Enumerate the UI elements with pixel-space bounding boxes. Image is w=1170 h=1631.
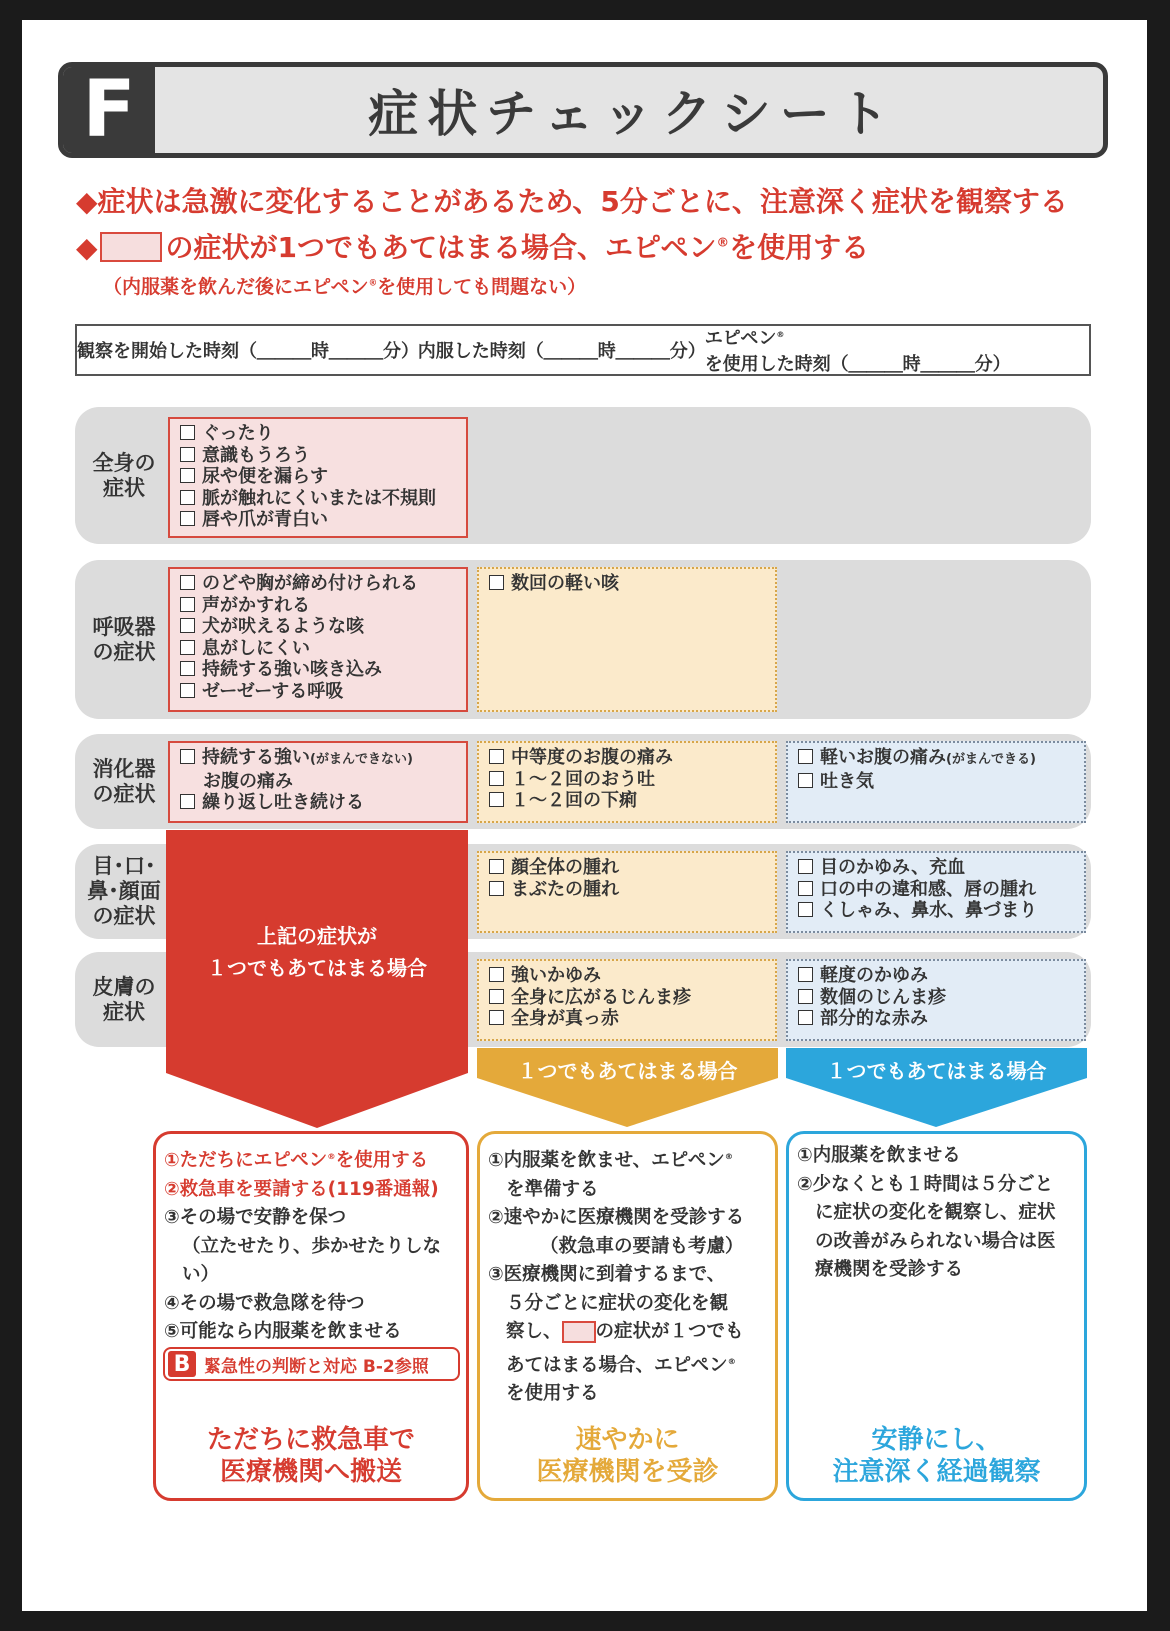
step-suffix: を使用する (335, 1150, 429, 1172)
registered-mark: ® (716, 234, 730, 250)
notice-line-2-text: の症状が1つでもあてはまる場合、エピペン (165, 231, 717, 264)
registered-mark: ® (727, 1355, 736, 1366)
red-steps (156, 1134, 466, 1347)
item-label: 脈が触れにくいまたは不規則 (202, 487, 436, 509)
yellow-step-1 (488, 1142, 767, 1176)
item-label: 目のかゆみ、充血 (820, 857, 966, 878)
item-label: １～２回の下痢 (511, 790, 637, 811)
red-step-3: ③その場で安静を保つ (164, 1207, 347, 1229)
item-label: 繰り返し吐き続ける (202, 792, 364, 813)
diamond-icon: ◆ (76, 231, 98, 264)
item-label: 持続する強い咳き込み (202, 659, 382, 680)
yellow-step-3-cont2 (488, 1318, 767, 1347)
section-badge: F (63, 67, 155, 153)
yellow-step-2-detail: （救急車の要請も考慮） (540, 1235, 744, 1257)
yellow-step-3-cont4: を使用する (506, 1383, 599, 1405)
blue-step-2-cont3: 療機関を受診する (815, 1259, 964, 1280)
blue-result: 安静にし、 注意深く経過観察 (832, 1425, 1041, 1487)
epipen-time-label: エピペン (704, 328, 777, 349)
red-result: ただちに救急車で 医療機関へ搬送 (206, 1425, 415, 1487)
item-label: 強いかゆみ (511, 965, 601, 986)
yellow-step-3: ③医療機関に到着するまで、 (488, 1264, 726, 1286)
item-label: 軽度のかゆみ (820, 965, 928, 986)
yellow-result: 速やかに 医療機関を受診 (536, 1425, 719, 1487)
yellow-step-3-cont: ５分ごとに症状の変化を観 (506, 1292, 729, 1314)
item-label: 部分的な赤み (820, 1008, 928, 1029)
item-note: (がまんできない) (310, 752, 413, 767)
blue-steps (789, 1134, 1084, 1285)
item-label: 声がかすれる (202, 594, 310, 616)
item-label: 持続する強い (202, 747, 310, 768)
item-label: 数回の軽い咳 (511, 573, 619, 594)
yellow-step-1-cont: を準備する (506, 1178, 599, 1200)
item-label: 唇や爪が青白い (202, 509, 328, 530)
registered-mark: ® (724, 1151, 734, 1161)
action-box-blue (786, 1131, 1087, 1501)
blue-step-2-cont2: の改善がみられない場合は医 (815, 1230, 1056, 1252)
notice-line-2-suffix: を使用する (729, 231, 870, 264)
note-suffix: を使用しても問題ない） (377, 276, 587, 298)
yellow-step-3-cont3 (488, 1347, 767, 1381)
item-label: ゼーゼーする呼吸 (202, 680, 344, 702)
step-text: あてはまる場合、エピペン (506, 1354, 728, 1376)
blue-arrow-label: １つでもあてはまる場合 (826, 1059, 1047, 1083)
row-label-face: 目･口･ 鼻･顔面 の症状 (87, 854, 161, 928)
item-label: 意識もうろう (202, 444, 310, 466)
item-label: 息がしにくい (202, 637, 310, 659)
action-box-red (153, 1131, 469, 1501)
item-label: まぶたの腫れ (511, 878, 619, 900)
blue-step-1: ①内服薬を飲ませる (797, 1145, 961, 1166)
notice-line-1: ◆症状は急激に変化することがあるため、5分ごとに、注意深く症状を観察する (76, 185, 1068, 218)
blue-step-2: ②少なくとも１時間は５分ごと (797, 1173, 1054, 1195)
item-label: 犬が吠えるような咳 (202, 616, 364, 637)
red-step-2: ②救急車を要請する(119番通報) (164, 1178, 439, 1200)
registered-mark: ® (368, 278, 378, 289)
item-label: １～２回のおう吐 (511, 768, 655, 790)
item-label: 軽いお腹の痛み (820, 747, 946, 768)
registered-mark: ® (776, 329, 785, 339)
item-label: 全身に広がるじんま疹 (511, 986, 691, 1008)
step-text: ①ただちにエピペン (164, 1150, 328, 1172)
action-box-yellow (477, 1131, 778, 1501)
item-label: 口の中の違和感、唇の腫れ (820, 878, 1036, 900)
red-zone-swatch (562, 1321, 596, 1343)
step-text: 察し、 (506, 1321, 562, 1343)
item-continuation: お腹の痛み (203, 770, 293, 792)
reference-link-b2[interactable] (163, 1347, 460, 1381)
item-label: 全身が真っ赤 (511, 1008, 619, 1029)
step-text: ①内服薬を飲ませ、エピペン (488, 1150, 725, 1172)
row-label-systemic: 全身の 症状 (92, 450, 156, 500)
note-text: （内服薬を飲んだ後にエピペン (103, 276, 369, 298)
item-label: ぐったり (202, 423, 274, 444)
red-arrow-label: 上記の症状が １つでもあてはまる場合 (207, 924, 427, 980)
item-label: 尿や便を漏らす (202, 466, 328, 487)
row-label-skin: 皮膚の 症状 (92, 974, 156, 1024)
item-label: 顔全体の腫れ (511, 857, 619, 878)
item-label: 中等度のお腹の痛み (511, 747, 673, 768)
row-label-respiratory: 呼吸器 の症状 (92, 614, 156, 664)
registered-mark: ® (327, 1151, 336, 1161)
reference-text: 緊急性の判断と対応 B-2参照 (204, 1356, 429, 1377)
item-note: (がまんできる) (946, 752, 1036, 767)
oral-time-field[interactable]: 内服した時刻（＿＿＿時＿＿＿分） (417, 341, 706, 362)
red-step-5: ⑤可能なら内服薬を飲ませる (164, 1321, 402, 1343)
red-step-4: ④その場で救急隊を待つ (164, 1292, 365, 1314)
page-title: 症状チェックシート (368, 85, 898, 143)
step-text: の症状が１つでも (595, 1321, 744, 1343)
reference-badge: B (168, 1351, 196, 1377)
yellow-arrow-label: １つでもあてはまる場合 (517, 1059, 738, 1083)
item-label: くしゃみ、鼻水、鼻づまり (820, 900, 1038, 921)
red-step-1 (164, 1142, 458, 1176)
yellow-step-2: ②速やかに医療機関を受診する (488, 1207, 745, 1229)
observe-time-field[interactable]: 観察を開始した時刻（＿＿＿時＿＿＿分） (77, 341, 419, 362)
red-step-3-detail: （立たせたり、歩かせたりしない） (182, 1235, 442, 1286)
yellow-steps (480, 1134, 775, 1409)
blue-step-2-cont: に症状の変化を観察し、症状 (815, 1202, 1056, 1223)
epipen-time-suffix: を使用した時刻（＿＿＿時＿＿＿分） (704, 354, 1011, 375)
row-label-digestive: 消化器 の症状 (92, 756, 156, 806)
item-label: 吐き気 (820, 770, 874, 792)
item-label: 数個のじんま疹 (820, 986, 946, 1008)
item-label: のどや胸が締め付けられる (202, 573, 418, 594)
